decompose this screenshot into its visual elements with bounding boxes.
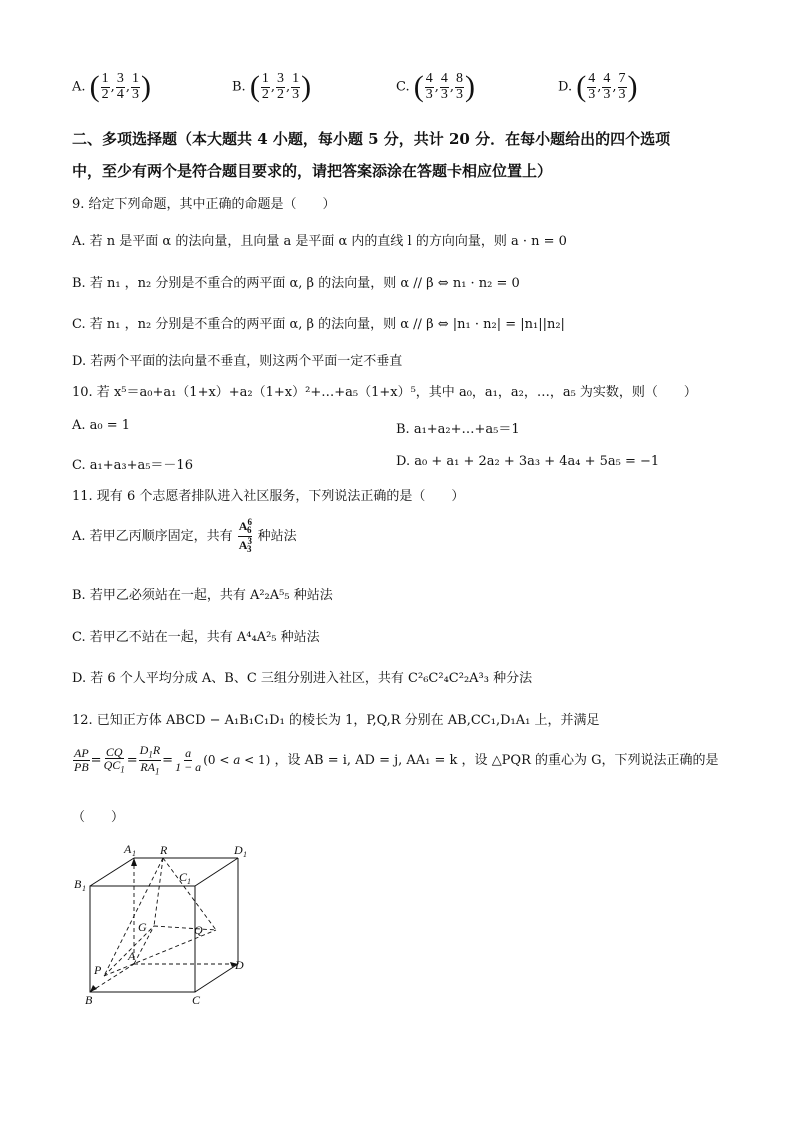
- svg-text:1: 1: [243, 850, 247, 859]
- label-p: P: [94, 963, 102, 977]
- q11-option-d: D. 若 6 个人平均分成 A、B、C 三组分别进入社区，共有 C²₆C²₄C²₂A³₃ 种分法: [72, 671, 533, 686]
- q11-option-b: B. 若甲乙必须站在一起，共有 A²₂A⁵₅ 种站法: [72, 588, 333, 603]
- q9-option-c: C. 若 n₁ ，n₂ 分别是不重合的两平面 α, β 的法向量，则 α // β ⇔ |n₁ · n₂| = |n₁||n₂|: [72, 317, 565, 332]
- label-d1: D: [234, 843, 243, 857]
- q10-stem: 10. 若 x⁵＝a₀+a₁（1+x）+a₂（1+x）²+…+a₅（1+x）⁵，其中 a₀，a₁，a₂，…，a₅ 为实数，则（ ）: [72, 385, 697, 400]
- q10-option-c: C. a₁+a₃+a₅＝－16: [72, 458, 193, 473]
- q10-option-b: B. a₁+a₂+…+a₅＝1: [396, 422, 520, 437]
- label-c1: C: [179, 870, 188, 884]
- svg-text:1: 1: [132, 849, 136, 858]
- q10-option-a: A. a₀ = 1: [72, 418, 131, 433]
- label-b1: B: [74, 877, 82, 891]
- label-d: D: [235, 958, 244, 972]
- q11-option-a: A. 若甲乙丙顺序固定，共有 $\frac{A^6_6}{A^3_3}$ 种站法: [72, 517, 297, 555]
- front-face: [90, 886, 195, 992]
- q12-blank: （ ）: [72, 810, 125, 825]
- q10-option-d: D. a₀ + a₁ + 2a₂ + 3a₃ + 4a₄ + 5a₅ = −1: [396, 454, 660, 469]
- q8-option-d: D. ( $\frac{4}{3}$ , $\frac{4}{3}$ , $\frac{7}{3}$ ): [558, 70, 638, 104]
- q12-condition: $\frac{AP}{PB}$ = $\frac{CQ}{QC_1}$ = $\frac{D_1R}{RA_1}$ = $\frac{a}{1 - a}$ (0 < a < 1) ，设 AB = i, AD = j, AA₁ = k ，设 △PQR 的重心为 G，下列说法正确的是: [74, 743, 719, 777]
- q11-stem: 11. 现有 6 个志愿者排队进入社区服务，下列说法正确的是（ ）: [72, 489, 465, 504]
- label-r: R: [160, 843, 168, 857]
- label-a1: A: [124, 842, 132, 856]
- q12-stem: 12. 已知正方体 ABCD − A₁B₁C₁D₁ 的棱长为 1，P,Q,R 分别在 AB,CC₁,D₁A₁ 上，并满足: [72, 713, 600, 728]
- label-g: G: [138, 920, 147, 934]
- q9-option-b: B. 若 n₁ ，n₂ 分别是不重合的两平面 α, β 的法向量，则 α // β ⇔ n₁ · n₂ = 0: [72, 276, 520, 291]
- svg-text:1: 1: [82, 884, 86, 893]
- label-c: C: [192, 993, 201, 1007]
- svg-text:1: 1: [187, 877, 191, 886]
- label-a: A: [128, 949, 136, 963]
- q8-options: [72, 72, 752, 116]
- q8-option-a: A. ( $\frac{1}{2}$ , $\frac{3}{4}$ , $\frac{1}{3}$ ): [72, 70, 151, 104]
- q11-option-c: C. 若甲乙不站在一起，共有 A⁴₄A²₅ 种站法: [72, 630, 320, 645]
- q9-option-d: D. 若两个平面的法向量不垂直，则这两个平面一定不垂直: [72, 354, 403, 369]
- section2-title-line2: 中，至少有两个是符合题目要求的，请把答案添涂在答题卡相应位置上）: [72, 162, 553, 180]
- q8-option-c: C. ( $\frac{4}{3}$ , $\frac{4}{3}$ , $\frac{8}{3}$ ): [396, 70, 476, 104]
- section2-title-line1: 二、多项选择题（本大题共 4 小题，每小题 5 分，共计 20 分．在每小题给出的四个选项: [72, 130, 671, 148]
- q9-stem: 9. 给定下列命题，其中正确的命题是（ ）: [72, 197, 336, 212]
- q9-option-a: A. 若 n 是平面 α 的法向量，且向量 a 是平面 α 内的直线 l 的方向向量，则 a · n = 0: [72, 234, 567, 249]
- cube-figure: [68, 836, 268, 1016]
- label-b: B: [85, 993, 93, 1007]
- label-q: Q: [194, 923, 203, 937]
- q8-option-b: B. ( $\frac{1}{2}$ , $\frac{3}{2}$ , $\frac{1}{3}$ ): [232, 70, 312, 104]
